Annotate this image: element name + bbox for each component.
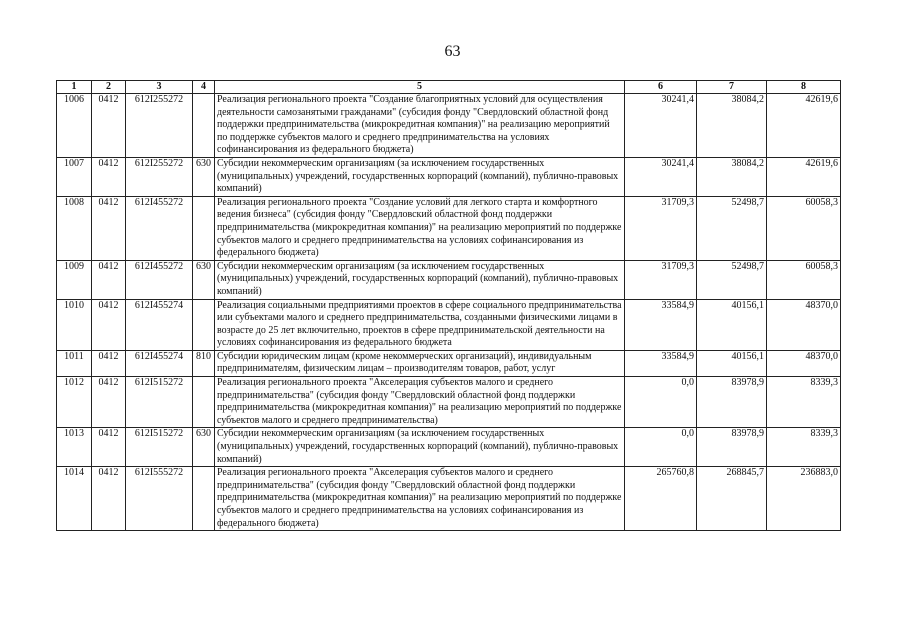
- expense-type-cell: 630: [193, 260, 215, 299]
- expense-type-cell: 630: [193, 428, 215, 467]
- amount-cell-8: 8339,3: [767, 377, 841, 428]
- amount-cell-6: 33584,9: [625, 350, 697, 376]
- expense-type-cell: 810: [193, 350, 215, 376]
- expense-type-cell: 630: [193, 157, 215, 196]
- target-code-cell: 612I455274: [126, 350, 193, 376]
- budget-table: [56, 80, 841, 531]
- target-code-cell: 612I455272: [126, 196, 193, 260]
- row-number-cell: 1008: [57, 196, 92, 260]
- section-code-cell: 0412: [92, 377, 126, 428]
- section-code-cell: 0412: [92, 350, 126, 376]
- table-row: [57, 350, 841, 376]
- header-cell-8: 8: [767, 81, 841, 94]
- table-body: [57, 94, 841, 531]
- amount-cell-7: 83978,9: [697, 428, 767, 467]
- header-cell-7: 7: [697, 81, 767, 94]
- section-code-cell: 0412: [92, 428, 126, 467]
- target-code-cell: 612I515272: [126, 377, 193, 428]
- section-code-cell: 0412: [92, 94, 126, 158]
- row-number-cell: 1012: [57, 377, 92, 428]
- description-cell: Субсидии некоммерческим организациям (за исключением государственных (муниципальных) учреждений, государственных корпораций (компаний), публично-правовых компаний): [215, 260, 625, 299]
- amount-cell-7: 268845,7: [697, 467, 767, 531]
- header-cell-5: 5: [215, 81, 625, 94]
- amount-cell-6: 31709,3: [625, 196, 697, 260]
- target-code-cell: 612I455274: [126, 299, 193, 350]
- table-row: [57, 260, 841, 299]
- row-number-cell: 1006: [57, 94, 92, 158]
- amount-cell-7: 38084,2: [697, 157, 767, 196]
- row-number-cell: 1014: [57, 467, 92, 531]
- amount-cell-6: 33584,9: [625, 299, 697, 350]
- description-cell: Реализация социальными предприятиями проектов в сфере социального предпринимательства или субъектами малого и среднего предпринимательства, созданными физическими лицами в возрасте до 25 лет включительно, проектов в сфере предпринимательской деятельности на условиях софинансирования из федерального бюджета: [215, 299, 625, 350]
- header-cell-4: 4: [193, 81, 215, 94]
- amount-cell-8: 8339,3: [767, 428, 841, 467]
- amount-cell-6: 30241,4: [625, 94, 697, 158]
- amount-cell-6: 31709,3: [625, 260, 697, 299]
- table-row: [57, 467, 841, 531]
- description-cell: Реализация регионального проекта "Акселерация субъектов малого и среднего предпринимательства" (субсидия фонду "Свердловский областной фонд поддержки предпринимательства (микрокредитная компания)" на реализацию мероприятий по поддержке субъектов малого и среднего предпринимательства): [215, 377, 625, 428]
- amount-cell-7: 38084,2: [697, 94, 767, 158]
- expense-type-cell: [193, 299, 215, 350]
- header-row: [57, 81, 841, 94]
- header-cell-1: 1: [57, 81, 92, 94]
- amount-cell-6: 0,0: [625, 428, 697, 467]
- section-code-cell: 0412: [92, 260, 126, 299]
- section-code-cell: 0412: [92, 299, 126, 350]
- amount-cell-8: 48370,0: [767, 350, 841, 376]
- header-cell-3: 3: [126, 81, 193, 94]
- header-cell-2: 2: [92, 81, 126, 94]
- description-cell: Реализация регионального проекта "Акселерация субъектов малого и среднего предпринимательства" (субсидия фонду "Свердловский областной фонд поддержки предпринимательства (микрокредитная компания)" на реализацию мероприятий по поддержке субъектов малого и среднего предпринимательства на условиях софинансирования из федерального бюджета): [215, 467, 625, 531]
- amount-cell-6: 30241,4: [625, 157, 697, 196]
- target-code-cell: 612I555272: [126, 467, 193, 531]
- expense-type-cell: [193, 196, 215, 260]
- amount-cell-7: 52498,7: [697, 260, 767, 299]
- amount-cell-7: 52498,7: [697, 196, 767, 260]
- expense-type-cell: [193, 467, 215, 531]
- row-number-cell: 1007: [57, 157, 92, 196]
- amount-cell-8: 60058,3: [767, 196, 841, 260]
- description-cell: Субсидии некоммерческим организациям (за исключением государственных (муниципальных) учреждений, государственных корпораций (компаний), публично-правовых компаний): [215, 428, 625, 467]
- section-code-cell: 0412: [92, 157, 126, 196]
- table-row: [57, 94, 841, 158]
- amount-cell-8: 42619,6: [767, 157, 841, 196]
- header-cell-6: 6: [625, 81, 697, 94]
- expense-type-cell: [193, 94, 215, 158]
- expense-type-cell: [193, 377, 215, 428]
- amount-cell-8: 236883,0: [767, 467, 841, 531]
- description-cell: Субсидии некоммерческим организациям (за исключением государственных (муниципальных) учреждений, государственных корпораций (компаний), публично-правовых компаний): [215, 157, 625, 196]
- target-code-cell: 612I255272: [126, 94, 193, 158]
- description-cell: Реализация регионального проекта "Создание благоприятных условий для осуществления деятельности самозанятыми гражданами" (субсидия фонду "Свердловский областной фонд поддержки предпринимательства (микрокредитная компания)" на реализацию мероприятий по поддержке субъектов малого и среднего предпринимательства на условиях софинансирования из федерального бюджета): [215, 94, 625, 158]
- amount-cell-8: 42619,6: [767, 94, 841, 158]
- target-code-cell: 612I515272: [126, 428, 193, 467]
- target-code-cell: 612I255272: [126, 157, 193, 196]
- target-code-cell: 612I455272: [126, 260, 193, 299]
- amount-cell-7: 83978,9: [697, 377, 767, 428]
- row-number-cell: 1010: [57, 299, 92, 350]
- description-cell: Реализация регионального проекта "Создание условий для легкого старта и комфортного ведения бизнеса" (субсидия фонду "Свердловский областной фонд поддержки предпринимательства (микрокредитная компания)" на реализацию мероприятий по поддержке субъектов малого и среднего предпринимательства на условиях софинансирования из федерального бюджета): [215, 196, 625, 260]
- amount-cell-8: 60058,3: [767, 260, 841, 299]
- table-row: [57, 428, 841, 467]
- table-row: [57, 157, 841, 196]
- amount-cell-8: 48370,0: [767, 299, 841, 350]
- table-row: [57, 196, 841, 260]
- row-number-cell: 1013: [57, 428, 92, 467]
- row-number-cell: 1009: [57, 260, 92, 299]
- section-code-cell: 0412: [92, 196, 126, 260]
- description-cell: Субсидии юридическим лицам (кроме некоммерческих организаций), индивидуальным предпринимателям, физическим лицам – производителям товаров, работ, услуг: [215, 350, 625, 376]
- section-code-cell: 0412: [92, 467, 126, 531]
- amount-cell-7: 40156,1: [697, 350, 767, 376]
- table-row: [57, 299, 841, 350]
- amount-cell-6: 0,0: [625, 377, 697, 428]
- row-number-cell: 1011: [57, 350, 92, 376]
- amount-cell-6: 265760,8: [625, 467, 697, 531]
- table-row: [57, 377, 841, 428]
- amount-cell-7: 40156,1: [697, 299, 767, 350]
- page-number: 63: [444, 43, 461, 60]
